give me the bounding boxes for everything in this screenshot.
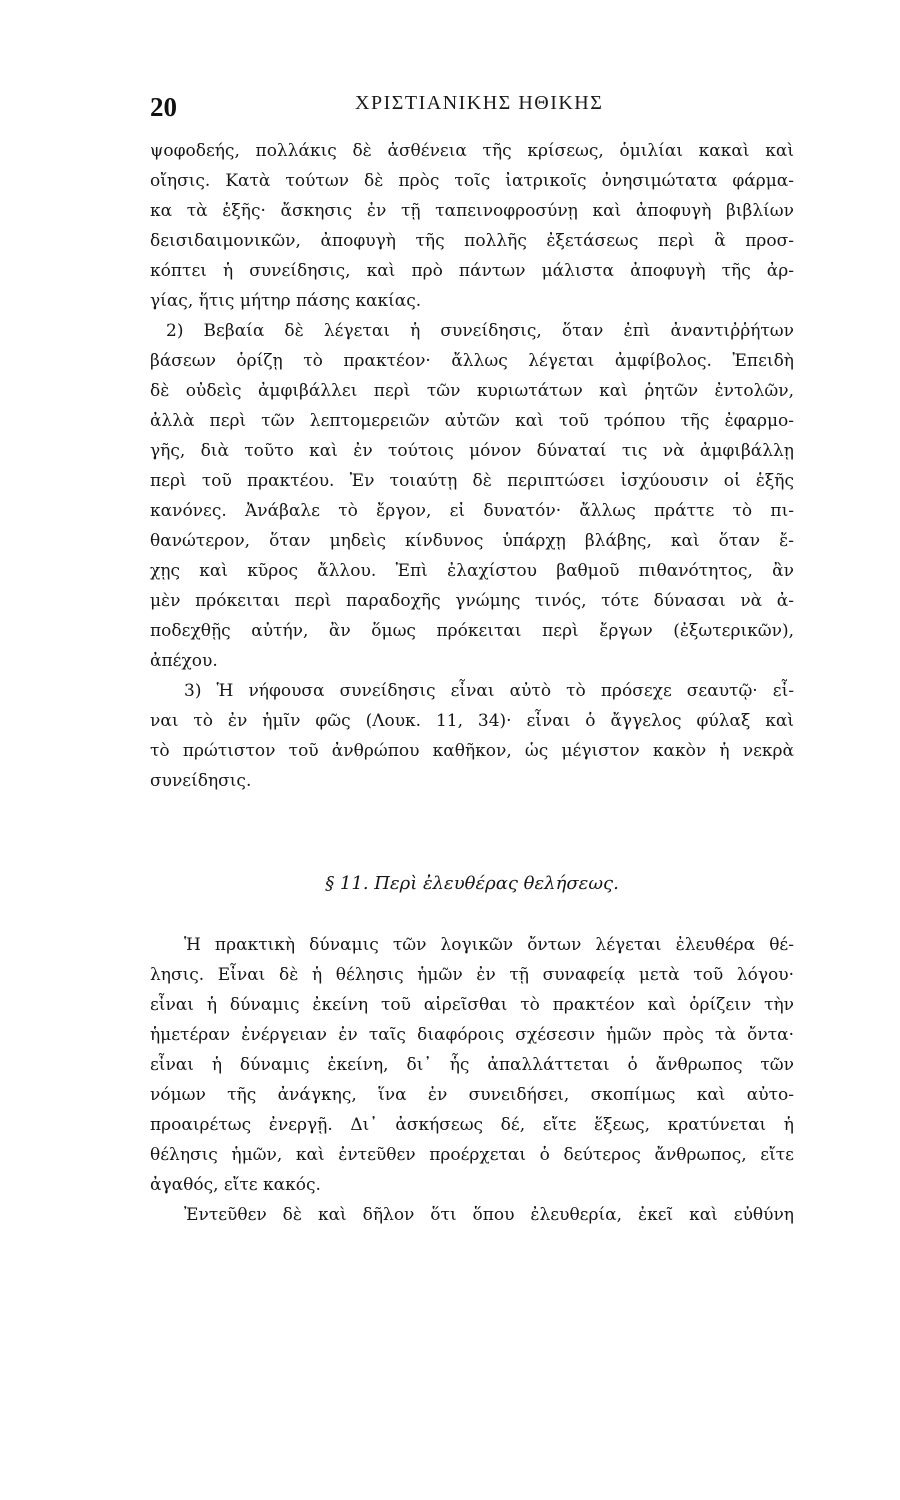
text-line: ἀπέχου. (150, 651, 218, 671)
text-line: θέλησις ἡμῶν, καὶ ἐντεῦθεν προέρχεται ὁ δεύτερος ἄνθρωπος, εἴτε (150, 1145, 794, 1165)
text-line: ψοφοδεής, πολλάκις δὲ ἀσθένεια τῆς κρίσεως, ὁμιλίαι κακαὶ καὶ (150, 141, 794, 161)
text-line: περὶ τοῦ πρακτέου. Ἐν τοιαύτῃ δὲ περιπτώσει ἰσχύουσιν οἱ ἑξῆς (150, 471, 794, 491)
text-line: κανόνες. Ἀνάβαλε τὸ ἔργον, εἰ δυνατόν· ἄλλως πράττε τὸ πι- (150, 501, 794, 521)
text-line: βάσεων ὁρίζῃ τὸ πρακτέον· ἄλλως λέγεται ἀμφίβολος. Ἐπειδὴ (150, 351, 794, 371)
text-line: λησις. Εἶναι δὲ ἡ θέλησις ἡμῶν ἐν τῇ συναφείᾳ μετὰ τοῦ λόγου· (150, 965, 794, 985)
text-line: δεισιδαιμονικῶν, ἀποφυγὴ τῆς πολλῆς ἐξετάσεως περὶ ἃ προσ- (150, 231, 794, 251)
text-line: 3) Ἡ νήφουσα συνείδησις εἶναι αὐτὸ τὸ πρόσεχε σεαυτῷ· εἶ- (184, 681, 794, 701)
text-line: οἴησις. Κατὰ τούτων δὲ πρὸς τοῖς ἰατρικοῖς ὀνησιμώτατα φάρμα- (150, 171, 794, 191)
text-line: 2) Βεβαία δὲ λέγεται ἡ συνείδησις, ὅταν ἐπὶ ἀναντιῤῥήτων (166, 321, 794, 341)
text-line: ἀγαθός, εἴτε κακός. (150, 1175, 321, 1195)
text-line: ναι τὸ ἐν ἡμῖν φῶς (Λουκ. 11, 34)· εἶναι ὁ ἄγγελος φύλαξ καὶ (150, 711, 794, 731)
text-block-conscience (150, 136, 794, 796)
text-line: ποδεχθῇς αὐτήν, ἂν ὅμως πρόκειται περὶ ἔργων (ἐξωτερικῶν), (150, 621, 794, 641)
text-line: θανώτερον, ὅταν μηδεὶς κίνδυνος ὑπάρχῃ βλάβης, καὶ ὅταν ἔ- (150, 531, 794, 551)
section-heading: § 11. Περὶ ἐλευθέρας θελήσεως. (325, 873, 619, 894)
page-header (150, 86, 800, 126)
text-line: νόμων τῆς ἀνάγκης, ἵνα ἐν συνειδήσει, σκοπίμως καὶ αὐτο- (150, 1085, 794, 1105)
text-line: εἶναι ἡ δύναμις ἐκείνη, δι᾽ ἧς ἀπαλλάττεται ὁ ἄνθρωπος τῶν (150, 1055, 794, 1075)
text-line: ἀλλὰ περὶ τῶν λεπτομερειῶν αὐτῶν καὶ τοῦ τρόπου τῆς ἐφαρμο- (150, 411, 794, 431)
text-line: ἡμετέραν ἐνέργειαν ἐν ταῖς διαφόροις σχέσεσιν ἡμῶν πρὸς τὰ ὄντα· (150, 1025, 794, 1045)
text-line: δὲ οὐδεὶς ἀμφιβάλλει περὶ τῶν κυριωτάτων καὶ ῥητῶν ἐντολῶν, (150, 381, 794, 401)
text-line: εἶναι ἡ δύναμις ἐκείνη τοῦ αἱρεῖσθαι τὸ πρακτέον καὶ ὁρίζειν τὴν (150, 995, 794, 1015)
text-line: χῃς καὶ κῦρος ἄλλου. Ἐπὶ ἐλαχίστου βαθμοῦ πιθανότητος, ἂν (150, 561, 794, 581)
running-title: ΧΡΙΣΤΙΑΝΙΚΗΣ ΗΘΙΚΗΣ (355, 92, 604, 114)
text-line: Ἐντεῦθεν δὲ καὶ δῆλον ὅτι ὅπου ἐλευθερία, ἐκεῖ καὶ εὐθύνη (184, 1205, 794, 1225)
page-number: 20 (150, 92, 177, 122)
text-line: κα τὰ ἑξῆς· ἄσκησις ἐν τῇ ταπεινοφροσύνῃ καὶ ἀποφυγὴ βιβλίων (150, 201, 794, 221)
text-line: μὲν πρόκειται περὶ παραδοχῆς γνώμης τινός, τότε δύνασαι νὰ ἀ- (150, 591, 794, 611)
text-line: γίας, ἥτις μήτηρ πάσης κακίας. (150, 291, 422, 311)
text-line: Ἡ πρακτικὴ δύναμις τῶν λογικῶν ὄντων λέγεται ἐλευθέρα θέ- (184, 935, 794, 955)
text-line: συνείδησις. (150, 771, 252, 791)
text-line: τὸ πρώτιστον τοῦ ἀνθρώπου καθῆκον, ὡς μέγιστον κακὸν ἡ νεκρὰ (150, 741, 794, 761)
text-line: γῆς, διὰ τοῦτο καὶ ἐν τούτοις μόνον δύναταί τις νὰ ἀμφιβάλλῃ (150, 441, 794, 461)
text-line: κόπτει ἡ συνείδησις, καὶ πρὸ πάντων μάλιστα ἀποφυγὴ τῆς ἀρ- (150, 261, 794, 281)
text-block-free-will (150, 930, 794, 1230)
text-line: προαιρέτως ἐνεργῇ. Δι᾽ ἀσκήσεως δέ, εἴτε ἕξεως, κρατύνεται ἡ (150, 1115, 794, 1135)
